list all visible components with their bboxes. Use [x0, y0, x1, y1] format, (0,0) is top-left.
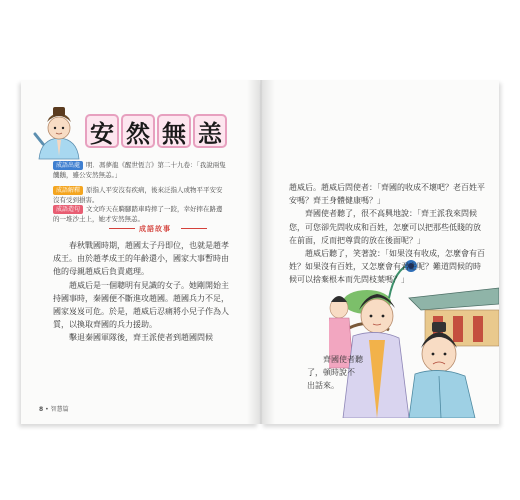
section-heading: 成語故事 — [139, 225, 171, 233]
story-text-left — [53, 239, 231, 345]
open-book — [21, 80, 499, 424]
divider — [181, 228, 207, 229]
source-text: 明．馮夢龍《醒世恆言》第二十九卷：「我說兩隻饑鵝，雖公安然無恙。」 — [53, 161, 226, 179]
left-page — [21, 80, 259, 424]
story-text-short — [307, 353, 377, 393]
book-gutter — [247, 80, 275, 424]
text-line: 齊國使者聽 — [323, 355, 363, 364]
title-char: 安 — [85, 114, 119, 148]
paragraph: 趙威后聽了，笑著說：「如果沒有收成，怎麼會有百姓？如果沒有百姓，又怎麼會有君主呢？難道問候的時候可以捨棄根本而先問枝葉嗎？」 — [289, 249, 485, 285]
text-line: 了，頓時說不 — [307, 368, 355, 378]
paragraph: 春秋戰國時期，趙國太子丹即位，也就是趙孝成王。由於趙孝成王的年齡還小，國家大事暫時由他的母親趙威后負責處理。 — [53, 241, 229, 277]
title-char: 然 — [121, 114, 155, 148]
example-text: 文文昨天在騎腳踏車時摔了一跤，幸好摔在路邊的一堆沙土上，她才安然無恙。 — [53, 205, 223, 223]
folio-label: 智慧篇 — [50, 406, 69, 413]
title-char: 恙 — [193, 114, 227, 148]
text-line: 出話來。 — [307, 381, 339, 391]
title-char: 無 — [157, 114, 191, 148]
page-number: 8 — [39, 406, 44, 413]
meaning-text: 原指人平安沒有疾病，後來泛指人或物平平安安沒有受到損害。 — [53, 186, 223, 204]
paragraph: 趙威后是一個聰明有見識的女子。她剛開始主持國事時，秦國便不斷進攻趙國。趙國兵力不足，國家岌岌可危。於是，趙威后忍痛將小兒子作為人質，以換取齊國的兵力援助。 — [53, 280, 229, 330]
meaning-tag: 成語解釋 — [53, 186, 83, 195]
divider — [109, 228, 135, 229]
idiom-source — [53, 160, 228, 180]
folio-separator: • — [45, 406, 49, 413]
source-tag: 成語出處 — [53, 161, 83, 170]
paragraph: 趙威后。趙威后問使者：「齊國的收成不壞吧？老百姓平安嗎？齊王身體健康嗎？」 — [289, 183, 485, 206]
paragraph: 擊退秦國軍隊後，齊王派使者到趙國問候 — [69, 333, 213, 343]
idiom-example — [53, 204, 228, 224]
scholar-illustration — [29, 104, 89, 164]
idiom-meaning — [53, 185, 228, 205]
story-text-right — [289, 181, 485, 287]
page-folio — [39, 404, 69, 413]
idiom-title — [85, 114, 227, 148]
paragraph: 齊國使者聽了，很不高興地說：「齊王派我來問候您，可您卻先問收成和百姓，怎麼可以把那些低賤的放在前面，反而把尊貴的放在後面呢？」 — [289, 209, 481, 245]
example-tag: 成語造句 — [53, 205, 83, 214]
